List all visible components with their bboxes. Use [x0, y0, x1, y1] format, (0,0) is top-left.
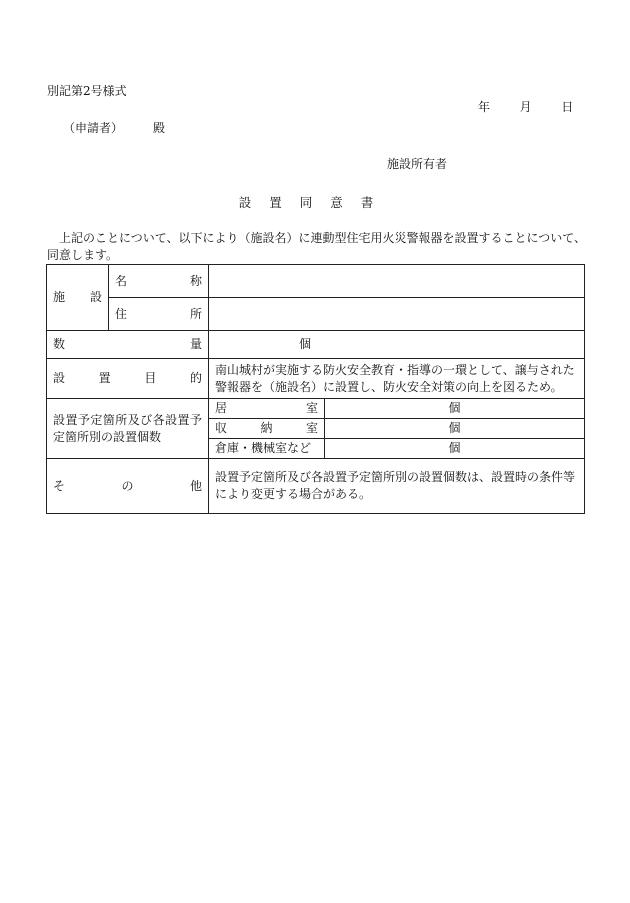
- applicant-addressee: （申請者） 殿: [63, 121, 166, 135]
- facility-owner-label: 施設所有者: [387, 157, 448, 171]
- purpose-label: 設置目的: [47, 359, 209, 399]
- locations-label: 設置予定箇所及び各設置予定箇所別の設置個数: [47, 399, 209, 459]
- consent-table: [46, 264, 585, 514]
- table-row: [47, 298, 585, 331]
- date-day-label: 日: [561, 100, 574, 114]
- facility-label: 施設: [47, 265, 109, 331]
- intro-paragraph: 上記のことについて、以下により（施設名）に連動型住宅用火災警報器を設置することについて、同意します。: [47, 231, 587, 262]
- name-label: 名称: [109, 265, 209, 298]
- document-title: 設置同意書: [238, 195, 392, 210]
- date-month-label: 月: [519, 100, 532, 114]
- date-line: [478, 98, 573, 115]
- other-value: 設置予定箇所及び各設置予定箇所別の設置個数は、設置時の条件等により変更する場合がある。: [209, 459, 585, 514]
- location-place: 居室: [209, 399, 325, 419]
- table-row: [47, 359, 585, 399]
- date-year-label: 年: [478, 100, 491, 114]
- quantity-value[interactable]: [209, 331, 585, 359]
- location-count[interactable]: 個: [325, 419, 585, 439]
- location-count[interactable]: 個: [325, 399, 585, 419]
- form-number: 別記第2号様式: [47, 84, 127, 98]
- table-row: [47, 399, 585, 419]
- address-label: 住所: [109, 298, 209, 331]
- purpose-value: 南山城村が実施する防火安全教育・指導の一環として、譲与された警報器を（施設名）に設置し、防火安全対策の向上を図るため。: [209, 359, 585, 399]
- location-place: 倉庫・機械室など: [209, 439, 325, 459]
- table-row: [47, 459, 585, 514]
- quantity-unit: 個: [299, 337, 312, 351]
- name-value[interactable]: [209, 265, 585, 298]
- quantity-label: 数量: [47, 331, 209, 359]
- table-row: [47, 331, 585, 359]
- other-label: その他: [47, 459, 209, 514]
- location-place: 収納室: [209, 419, 325, 439]
- table-row: [47, 265, 585, 298]
- location-count[interactable]: 個: [325, 439, 585, 459]
- address-value[interactable]: [209, 298, 585, 331]
